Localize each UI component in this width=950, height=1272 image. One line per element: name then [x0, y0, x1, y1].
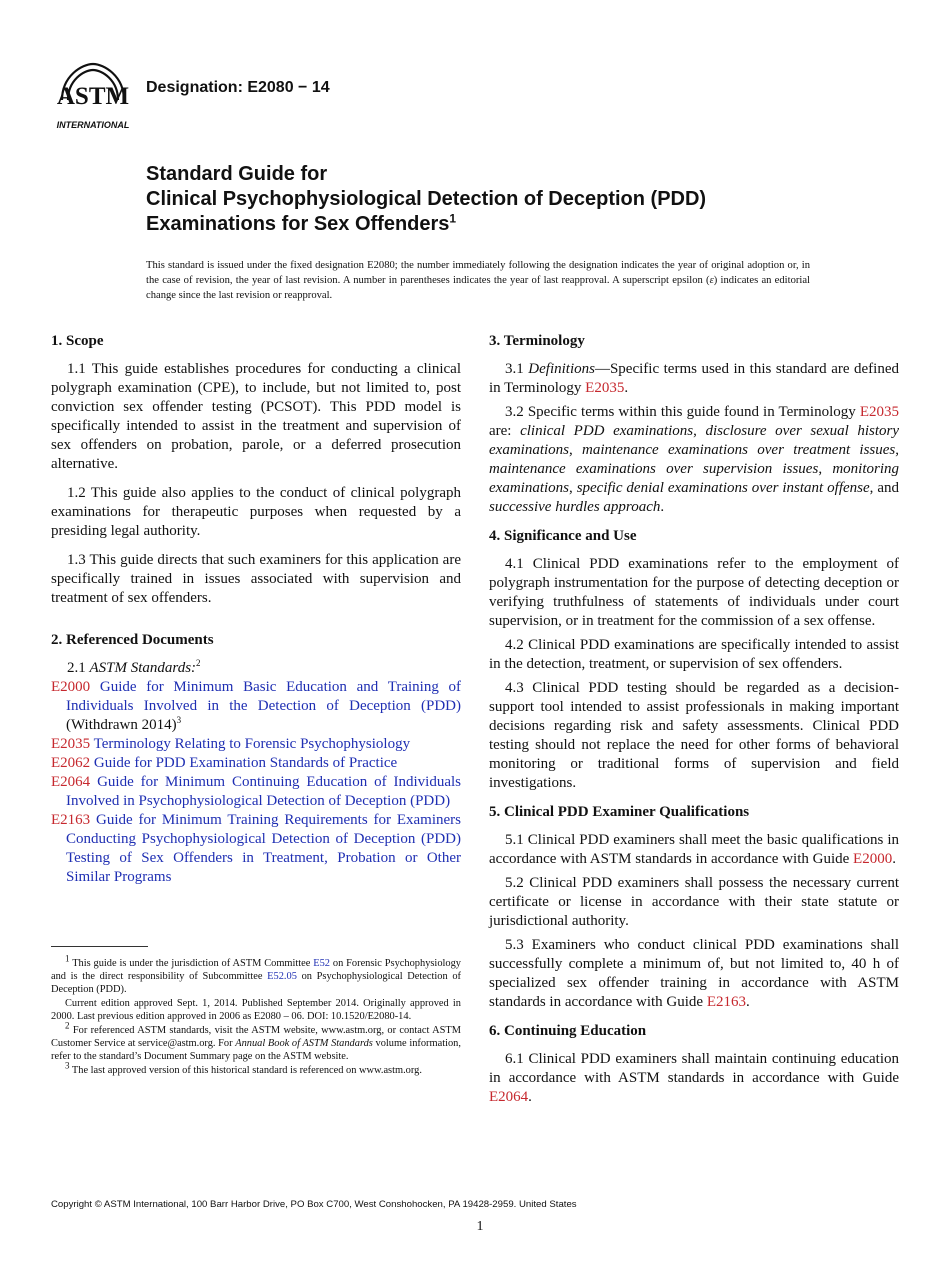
paragraph-3-1: 3.1 Definitions—Specific terms used in this standard are defined in Terminology E2035.: [489, 361, 899, 396]
reference-e2000[interactable]: E2000 Guide for Minimum Basic Education and Training of Individuals Involved in the Detection of Deception (PDD) (Withdrawn 2014)$^3$: [51, 679, 461, 733]
paragraph-5-2: 5.2 Clinical PDD examiners shall possess the necessary current certificate or license in accordance with their state statute or jurisdictional authority.: [489, 875, 899, 929]
footnote-3: $^3$ The last approved version of this historical standard is referenced on www.astm.org.: [65, 1060, 422, 1076]
right-column: [489, 332, 899, 1117]
title-line-1: Standard Guide for: [146, 163, 328, 185]
e2000-link[interactable]: E2000: [853, 851, 893, 867]
logo-subtext: INTERNATIONAL: [56, 120, 130, 130]
section-heading-qualifications: 5. Clinical PDD Examiner Qualifications: [489, 804, 750, 820]
paragraph-6-1: 6.1 Clinical PDD examiners shall maintain continuing education in accordance with ASTM standards in accordance with Guide E2064.: [489, 1051, 899, 1105]
astm-logo: [52, 58, 134, 132]
subcommittee-e52-05-link[interactable]: E52.05: [267, 971, 297, 982]
document-header: [52, 58, 912, 138]
paragraph-4-1: 4.1 Clinical PDD examinations refer to the employment of polygraph instrumentation for the purpose of detecting deception or verifying truthfulness of statements of individuals under court supervision, or in treatment for the commission of a sex offense.: [489, 556, 899, 629]
page-number: 1: [476, 1219, 484, 1234]
section-heading-referenced-documents: 2. Referenced Documents: [51, 632, 214, 648]
designation: Designation: E2080 − 14: [146, 79, 330, 96]
title-line-2: Clinical Psychophysiological Detection of Deception (PDD): [146, 188, 707, 210]
reference-e2035[interactable]: E2035 Terminology Relating to Forensic Psychophysiology: [51, 736, 411, 752]
logo-text: ASTM: [56, 83, 130, 110]
paragraph-4-2: 4.2 Clinical PDD examinations are specifically intended to assist in the detection, treatment, or supervision of sex offenders.: [489, 637, 899, 672]
paragraph-1-1: 1.1 This guide establishes procedures for conducting a clinical polygraph examination (CPE), to include, but not limited to, post conviction sex offender testing (PCSOT). This PDD model is specifically intended to assist in the treatment and supervision of sex offenders on probation, parole, or a deferred prosecution alternative.: [51, 361, 461, 472]
e2035-link-2[interactable]: E2035: [859, 404, 899, 420]
paragraph-5-3: 5.3 Examiners who conduct clinical PDD examinations shall successfully complete a minimum of, but not limited to, 40 h of specialized sex offender training in accordance with ASTM standards in accordance with Guide E2163.: [489, 937, 899, 1010]
reference-e2062[interactable]: E2062 Guide for PDD Examination Standards of Practice: [51, 755, 398, 771]
paragraph-1-3: 1.3 This guide directs that such examiners for this application are specifically trained in issues associated with supervision and treatment of sex offenders.: [51, 552, 461, 606]
paragraph-3-2: 3.2 Specific terms within this guide found in Terminology E2035 are: clinical PDD examinations, disclosure over sexual history examinations, maintenance examinations over treatment issues, maintenance examinations over supervision issues, monitoring examinations, specific denial examinations over instant offense, and successive hurdles approach.: [489, 404, 900, 515]
document-title: [146, 162, 906, 237]
copyright-notice: Copyright © ASTM International, 100 Barr Harbor Drive, PO Box C700, West Conshohocken, PA 19428-2959. United States: [51, 1199, 577, 1210]
e2163-link[interactable]: E2163: [706, 994, 747, 1010]
reference-e2163[interactable]: E2163 Guide for Minimum Training Requirements for Examiners Conducting Psychophysiological Detection of Deception (PDD) Testing of Sex Offenders in Treatment, Probation or Other Similar Programs: [51, 812, 461, 885]
e2064-link[interactable]: E2064: [489, 1089, 529, 1105]
paragraph-1-2: 1.2 This guide also applies to the conduct of clinical polygraph examinations for therapeutic purposes when requested by a presiding legal authority.: [51, 485, 461, 539]
section-heading-continuing-education: 6. Continuing Education: [489, 1023, 647, 1039]
footnote-1: $^1$ This guide is under the jurisdiction of ASTM Committee E52 on Forensic Psychophysiology and is the direct responsibility of Subcommittee E52.05 on Psychophysiological Detection of Deception (PDD).: [51, 953, 461, 995]
footnote-1-edition: Current edition approved Sept. 1, 2014. Published September 2014. Originally approved in 2000. Last previous edition approved in 2006 as E2080 – 06. DOI: 10.1520/E2080-14.: [51, 998, 461, 1022]
section-heading-scope: 1. Scope: [51, 333, 104, 349]
committee-e52-link[interactable]: E52: [313, 958, 331, 969]
title-footnote-mark: 1: [449, 211, 457, 226]
paragraph-2-1: 2.1 ASTM Standards:$^2$: [67, 658, 201, 676]
footnotes: [51, 946, 461, 1078]
section-heading-significance: 4. Significance and Use: [489, 528, 637, 544]
e2035-link[interactable]: E2035: [585, 380, 625, 396]
paragraph-4-3: 4.3 Clinical PDD testing should be regarded as a decision-support tool intended to assist professionals in making important decisions regarding risk and safety assessments. Clinical PDD testing should not replace the need for other forms of behavioral monitoring or traditional forms of supervision and field investigations.: [489, 680, 899, 791]
reference-e2064[interactable]: E2064 Guide for Minimum Continuing Education of Individuals Involved in Psychophysiological Detection of Deception (PDD): [51, 774, 462, 809]
designation-notice: This standard is issued under the fixed designation E2080; the number immediately following the designation indicates the year of original adoption or, in the case of revision, the year of last revision. A number in parentheses indicates the year of last reapproval. A superscript epsilon (ε) indicates an editorial change since the last revision or reapproval.: [146, 260, 810, 301]
footnote-2: $^2$ For referenced ASTM standards, visit the ASTM website, www.astm.org, or contact ASTM Customer Service at service@astm.org. For Annual Book of ASTM Standards volume information, refer to the standard’s Document Summary page on the ASTM website.: [51, 1020, 461, 1062]
title-line-3: Examinations for Sex Offenders$^1$: [146, 211, 457, 235]
footnote-divider: [51, 946, 148, 947]
section-heading-terminology: 3. Terminology: [489, 333, 585, 349]
paragraph-5-1: 5.1 Clinical PDD examiners shall meet the basic qualifications in accordance with ASTM standards in accordance with Guide E2000.: [489, 832, 899, 867]
left-column: [51, 332, 461, 887]
